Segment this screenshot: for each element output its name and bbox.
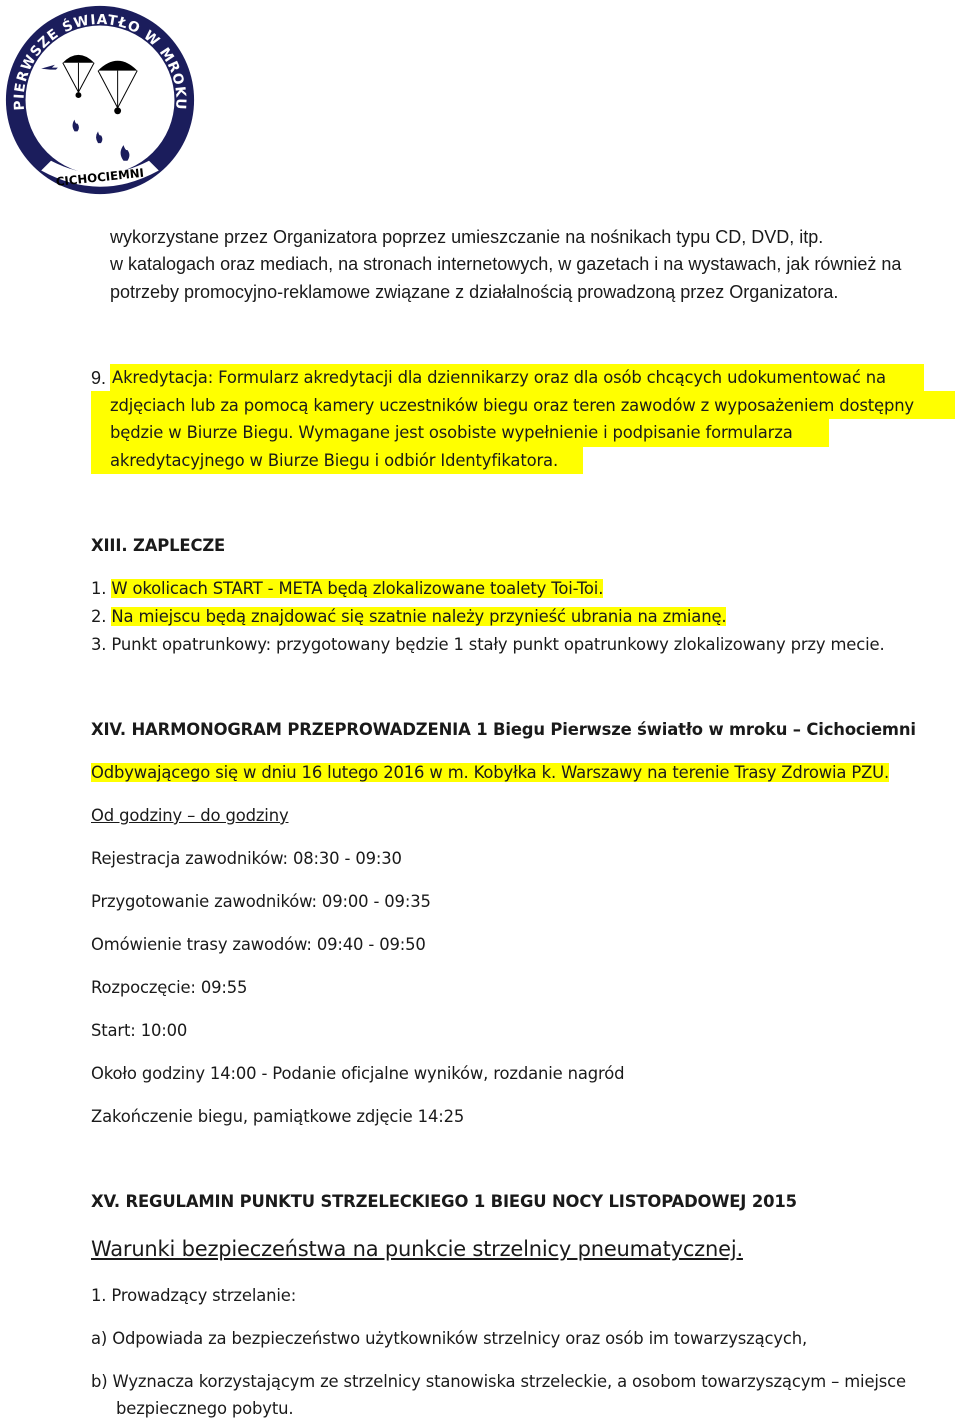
accreditation-text: Akredytacja: Formularz akredytacji dla dziennikarzy oraz dla osób chcących udokumentować na (112, 368, 886, 387)
accreditation-text: akredytacyjnego w Biurze Biegu i odbiór Identyfikatora. (110, 451, 559, 470)
schedule-item: Około godziny 14:00 - Podanie oficjalne wyników, rozdanie nagród (91, 1064, 625, 1083)
schedule-header: Od godziny – do godziny (91, 806, 289, 825)
list-number: 1. (91, 579, 107, 598)
paragraph-number: 9. (91, 368, 107, 388)
toilets-text: W okolicach START - META będą zlokalizowane toalety Toi-Toi. (111, 579, 604, 598)
event-date-location: Odbywającego się w dniu 16 lutego 2016 w m. Kobyłka k. Warszawy na terenie Trasy Zdrowia PZU. (91, 763, 890, 782)
accreditation-text: zdjęciach lub za pomocą kamery uczestników biegu oraz teren zawodów z wyposażeniem dostępny (110, 396, 914, 415)
section-title: XIII. ZAPLECZE (91, 536, 226, 555)
rule-item: b) Wyznacza korzystającym ze strzelnicy stanowiska strzeleckie, a osobom towarzyszącym – miejsce (91, 1372, 906, 1391)
schedule-item: Rozpoczęcie: 09:55 (91, 978, 248, 997)
section-subtitle (91, 761, 889, 785)
event-logo (2, 2, 198, 198)
rule-item: 1. Prowadzący strzelanie: (91, 1286, 297, 1305)
intro-line: wykorzystane przez Organizatora poprzez umieszczanie na nośnikach typu CD, DVD, itp. (110, 227, 824, 247)
schedule-item: Start: 10:00 (91, 1021, 188, 1040)
accreditation-text: będzie w Biurze Biegu. Wymagane jest osobiste wypełnienie i podpisanie formularza (110, 423, 793, 442)
schedule-item: Zakończenie biegu, pamiątkowe zdjęcie 14:25 (91, 1107, 465, 1126)
list-item (91, 605, 726, 629)
list-number: 2. (91, 607, 107, 626)
schedule-item: Przygotowanie zawodników: 09:00 - 09:35 (91, 892, 431, 911)
intro-line: potrzeby promocyjno-reklamowe związane z działalnością prowadzoną przez Organizatora. (110, 282, 839, 302)
section-title: XV. REGULAMIN PUNKTU STRZELECKIEGO 1 BIEGU NOCY LISTOPADOWEJ 2015 (91, 1192, 797, 1211)
logo-arc-text: PIERWSZE ŚWIATŁO W MROKU (11, 11, 189, 111)
list-item (91, 577, 603, 601)
section-title: XIV. HARMONOGRAM PRZEPROWADZENIA 1 Biegu Pierwsze światło w mroku – Cichociemni (91, 720, 916, 739)
intro-line: w katalogach oraz mediach, na stronach internetowych, w gazetach i na wystawach, jak również na (110, 254, 902, 274)
logo-bottom-text: CICHOCIEMNI (55, 165, 145, 189)
section-subtitle: Warunki bezpieczeństwa na punkcie strzelnicy pneumatycznej. (91, 1237, 743, 1261)
rule-item: a) Odpowiada za bezpieczeństwo użytkowników strzelnicy oraz osób im towarzyszących, (91, 1329, 808, 1348)
rule-item: bezpiecznego pobytu. (116, 1399, 294, 1418)
changing-rooms-text: Na miejscu będą znajdować się szatnie należy przynieść ubrania na zmianę. (111, 607, 727, 626)
schedule-item: Omówienie trasy zawodów: 09:40 - 09:50 (91, 935, 426, 954)
list-item: 3. Punkt opatrunkowy: przygotowany będzie 1 stały punkt opatrunkowy zlokalizowany przy mecie. (91, 635, 885, 654)
schedule-item: Rejestracja zawodników: 08:30 - 09:30 (91, 849, 402, 868)
